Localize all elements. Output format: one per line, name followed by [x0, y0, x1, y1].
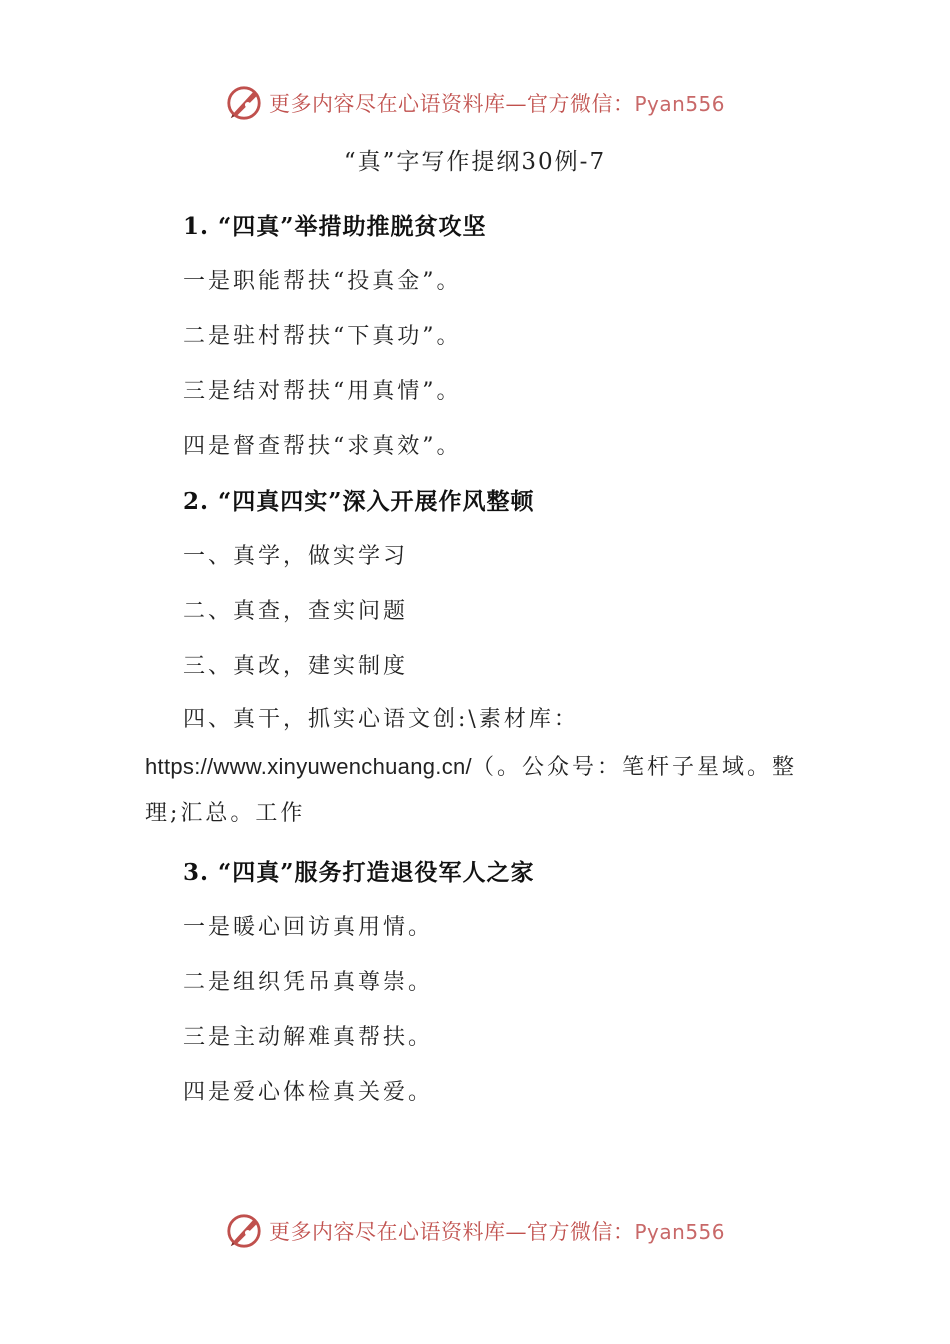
page-title: “真”字写作提纲30例-7	[343, 149, 607, 175]
list-item: 三、真改，建实制度	[183, 654, 409, 679]
pen-logo-icon	[225, 1212, 263, 1250]
section-heading: 3. “四真”服务打造退役军人之家	[183, 858, 535, 886]
paragraph	[145, 697, 805, 838]
document-body	[145, 202, 805, 1123]
footer-banner	[0, 1211, 950, 1251]
list-item: 三是结对帮扶“用真情”。	[183, 379, 462, 404]
paragraph-lead: 四、真干，抓实心语文创:\素材库：	[183, 707, 579, 732]
list-item: 三是主动解难真帮扶。	[183, 1024, 434, 1050]
list-item: 二是组织凭吊真尊崇。	[183, 969, 434, 995]
banner-text: 更多内容尽在心语资料库—官方微信：Pyan556	[268, 1220, 725, 1244]
list-item: 四是督查帮扶“求真效”。	[183, 434, 462, 459]
paragraph-tail: （。公众号：笔杆子星域。整理;汇总。工作	[145, 754, 797, 826]
list-item: 二、真查，查实问题	[183, 599, 409, 624]
list-item: 二是驻村帮扶“下真功”。	[183, 324, 462, 349]
section-heading: 2. “四真四实”深入开展作风整顿	[183, 488, 535, 515]
banner-contact: Pyan556	[634, 1220, 725, 1244]
list-item: 一是暖心回访真用情。	[183, 914, 434, 940]
list-item: 四是爱心体检真关爱。	[183, 1079, 434, 1105]
section-heading: 1. “四真”举措助推脱贫攻坚	[183, 213, 487, 240]
list-item: 一是职能帮扶“投真金”。	[183, 269, 462, 294]
pen-logo-icon	[225, 84, 263, 122]
banner-contact: Pyan556	[634, 92, 725, 116]
banner-text: 更多内容尽在心语资料库—官方微信：Pyan556	[268, 92, 725, 116]
list-item: 一、真学，做实学习	[183, 544, 409, 569]
paragraph-url: https://www.xinyuwenchuang.cn/	[145, 753, 472, 779]
header-banner	[0, 83, 950, 123]
